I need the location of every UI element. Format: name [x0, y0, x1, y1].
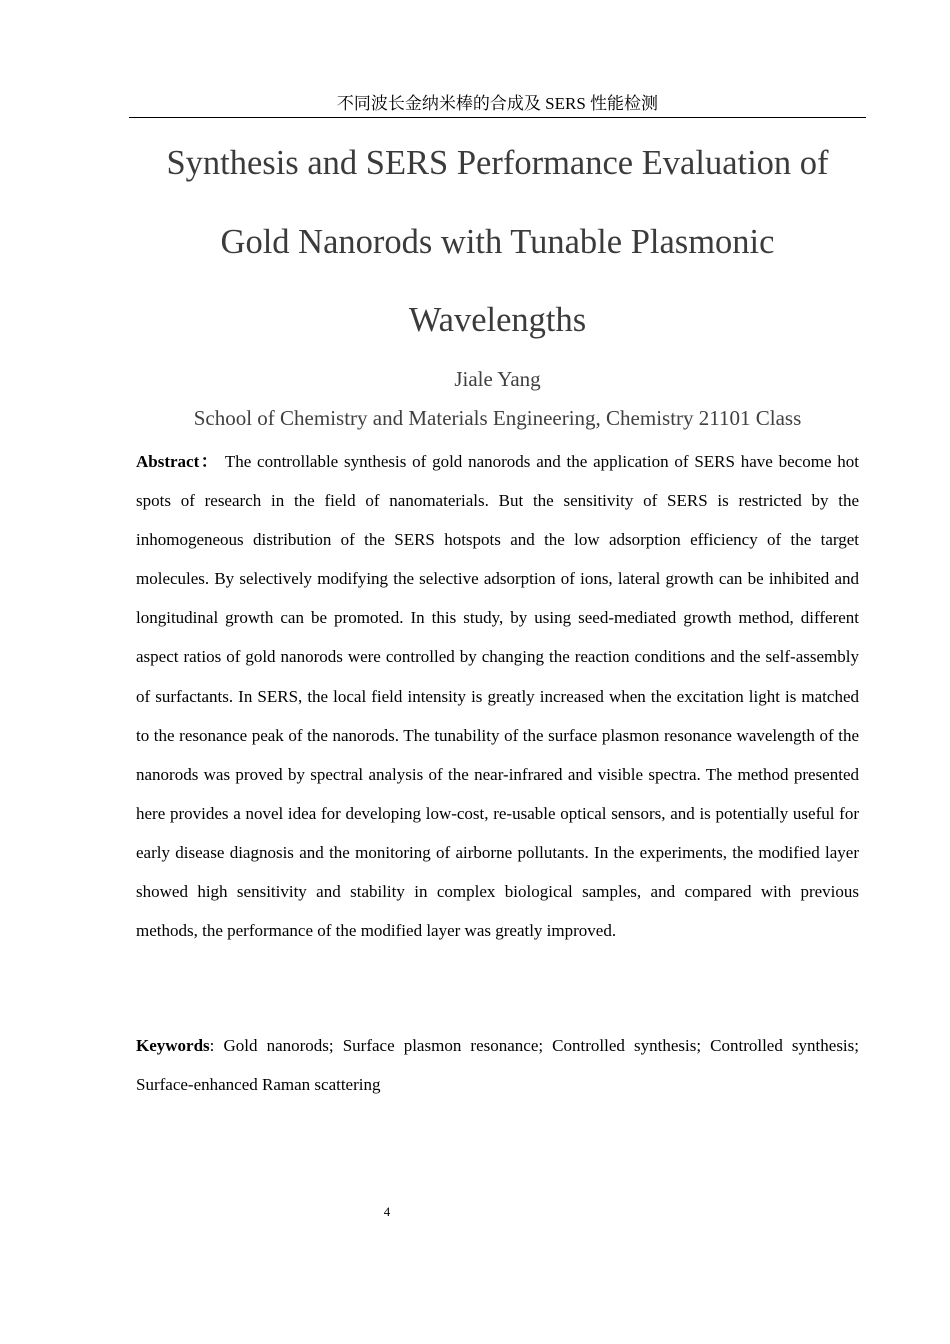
keywords-text: : Gold nanorods; Surface plasmon resonance; Controlled synthesis; Controlled synthesis; Surface-enhanced Raman scattering — [136, 1036, 859, 1094]
abstract-text: The controllable synthesis of gold nanorods and the application of SERS have become hot spots of research in the field of nanomaterials. But the sensitivity of SERS is restricted by the inhomogeneous distribution of the SERS hotspots and the low adsorption efficiency of the target molecules. By selectively modifying the selective adsorption of ions, lateral growth can be inhibited and longitudinal growth can be promoted. In this study, by using seed-mediated growth method, different aspect ratios of gold nanorods were controlled by changing the reaction conditions and the self-assembly of surfactants. In SERS, the local field intensity is greatly increased when the excitation light is matched to the resonance peak of the nanorods. The tunability of the surface plasmon resonance wavelength of the nanorods was proved by spectral analysis of the near-infrared and visible spectra. The method presented here provides a novel idea for developing low-cost, re-usable optical sensors, and is potentially useful for early disease diagnosis and the monitoring of airborne pollutants. In the experiments, the modified layer showed high sensitivity and stability in complex biological samples, and compared with previous methods, the performance of the modified layer was greatly improved. — [136, 452, 859, 941]
header-rule — [129, 117, 866, 118]
abstract-label: Abstract： — [136, 452, 220, 471]
author-name: Jiale Yang — [454, 367, 541, 391]
running-header: 不同波长金纳米棒的合成及 SERS 性能检测 — [336, 94, 659, 113]
abstract-paragraph — [136, 442, 859, 950]
author-affiliation: School of Chemistry and Materials Engineering, Chemistry 21101 Class — [193, 406, 802, 430]
page-number: 4 — [383, 1204, 391, 1219]
paper-title: Synthesis and SERS Performance Evaluation of Gold Nanorods with Tunable Plasmonic Wavelengths — [166, 144, 829, 339]
keywords-label: Keywords — [136, 1036, 210, 1055]
keywords-paragraph — [136, 1026, 859, 1104]
